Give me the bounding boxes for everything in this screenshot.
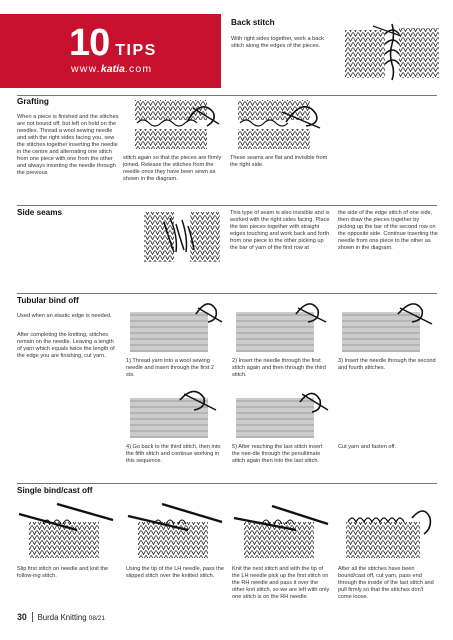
grafting-caption-1: stitch again so that the pieces are firmly joined. Release the stitches from the needle once they have been sewn as shown in the diagram. xyxy=(123,155,222,182)
grafting-swatch-2 xyxy=(230,96,325,151)
url-suffix: .com xyxy=(124,63,153,75)
grafting-swatch-1 xyxy=(123,96,223,151)
issue-number: 08/21 xyxy=(88,615,106,622)
url-prefix: www. xyxy=(71,63,101,75)
tubular-swatch-5 xyxy=(232,386,330,442)
banner-label: TIPS xyxy=(115,42,157,59)
single-step-4: After all the stitches have been bound/cast off, cut yarn, pass end through the inside of the last stitch and pull firmly so that the stitches don't come loose. xyxy=(338,566,434,600)
tubular-intro-2: After completing the knitting, stitches remain on the needle. Leaving a length of yarn which equals twice the length of the edge you are finishing, cut yarn. xyxy=(17,332,115,359)
divider xyxy=(17,483,437,484)
magazine-name: Burda Knitting xyxy=(37,613,87,622)
single-step-2: Using the tip of the LH needle, pass the slipped stitch over the knitted stitch. xyxy=(126,566,224,579)
tubular-swatch-1 xyxy=(126,300,224,356)
tubular-step-2: 2) Insert the needle through the first stitch again and then through the third stitch. xyxy=(232,358,326,378)
grafting-heading: Grafting xyxy=(17,97,49,106)
side-seams-text-2: the side of the edge stitch of one side, then draw the pieces together by picking up the bar of the second row on the opposite side. Continue inserting the needle from one piece to the other as shown in the diagram. xyxy=(338,210,438,251)
single-heading: Single bind/cast off xyxy=(17,486,93,495)
divider xyxy=(17,205,437,206)
side-seams-text-1: This type of seam is also invisible and is worked with the right sides facing. Place the two pieces together with straight edges touching and work back and forth from one piece to the other picking up the bar of yarn of the first row at xyxy=(230,210,330,251)
side-seam-swatch xyxy=(140,210,225,265)
divider xyxy=(17,293,437,294)
tubular-swatch-4 xyxy=(126,386,224,442)
single-swatch-3 xyxy=(232,500,330,562)
back-stitch-swatch xyxy=(343,22,443,82)
tubular-step-6: Cut yarn and fasten off. xyxy=(338,444,397,450)
single-swatch-1 xyxy=(17,500,115,562)
back-stitch-text: With right sides together, work a back stitch along the edges of the pieces. xyxy=(231,36,324,49)
single-step-3: Knit the next stitch and with the tip of the LH needle pick up the first stitch on the RH needle and pass it over the other knit stitch, so we are left with only one stitch is on the RH needle. xyxy=(232,566,330,600)
tubular-step-3: 3) Insert the needle through the second and fourth stitches. xyxy=(338,358,436,371)
brand-logo: katia xyxy=(100,63,125,75)
tubular-step-1: 1) Thread yarn into a wool sewing needle and insert through the first 2 sts. xyxy=(126,358,215,378)
tubular-step-5: 5) After reaching the last stitch insert the nee-dle through the penultimate stitch again then into the last stitch. xyxy=(232,444,323,464)
grafting-caption-2: These seams are flat and invisible from the right side. xyxy=(230,155,328,168)
page-footer xyxy=(17,612,105,622)
tubular-step-4: 4) Go back to the third stitch, then into the fifth stitch and continue working in this sequence. xyxy=(126,444,221,464)
tubular-heading: Tubular bind off xyxy=(17,296,79,305)
grafting-text: When a piece is finished and the stitches are not bound off, but left on hold on the needles. Thread a wool sewing needle and with the right sides facing you, sew the stitches together inserting the needle in the centre and alternating one stitch from one piece with one from the other and always inserting the needle through the previous xyxy=(17,114,119,176)
back-stitch-heading: Back stitch xyxy=(231,18,275,27)
divider xyxy=(17,95,437,96)
brand-url[interactable] xyxy=(71,63,152,75)
footer-separator xyxy=(32,612,33,622)
page-number: 30 xyxy=(17,612,27,622)
banner-title xyxy=(69,22,157,65)
side-seams-heading: Side seams xyxy=(17,208,63,217)
single-step-1: Slip first stitch on needle and knit the follow-ing stitch. xyxy=(17,566,109,579)
tubular-swatch-3 xyxy=(338,300,436,356)
tubular-intro-1: Used when an elastic edge is needed. xyxy=(17,313,112,319)
banner-number: 10 xyxy=(69,22,110,64)
single-swatch-4 xyxy=(338,500,436,562)
tubular-swatch-2 xyxy=(232,300,330,356)
single-swatch-2 xyxy=(126,500,224,562)
